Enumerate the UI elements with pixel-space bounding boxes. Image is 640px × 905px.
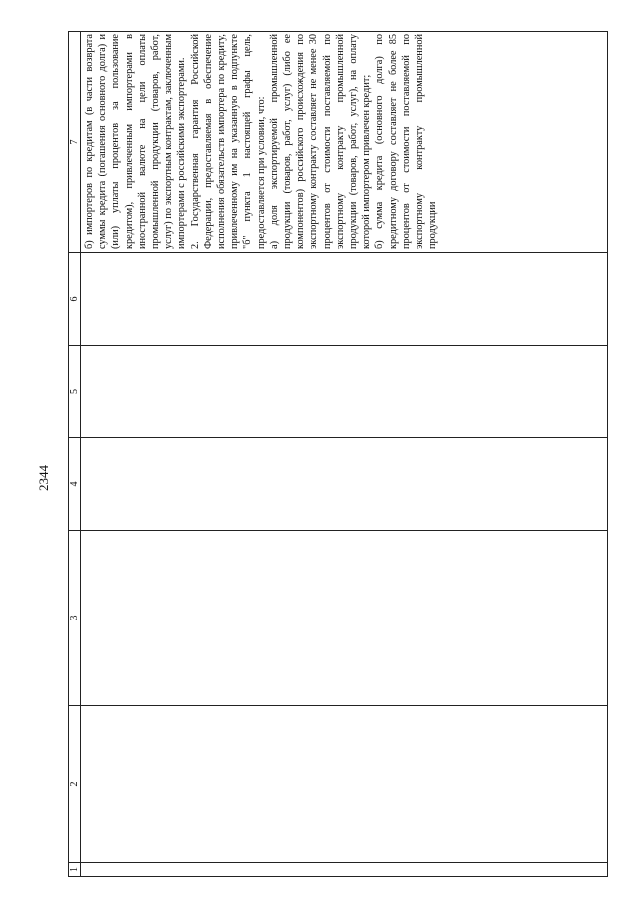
cell-col5 xyxy=(81,346,608,438)
page-number: 2344 xyxy=(36,465,51,491)
rotated-table-wrapper xyxy=(68,32,608,877)
column-header-1: 1 xyxy=(69,863,81,877)
cell-col2 xyxy=(81,706,608,863)
cell-col7 xyxy=(81,32,608,253)
column-header-2: 2 xyxy=(69,706,81,863)
cell-col6 xyxy=(81,253,608,346)
paragraph-condition-a: а) доля экспортируемой промышленной продукции (товаров, работ, услуг) (либо ее компонентов) российского происхождения по экспортному контракту составляет не менее 30 процентов от стоимости поставляемой по экспортному контракту промышленной продукции (товаров, работ, услуг), на оплату которой импортером привлечен кредит; xyxy=(268,34,373,249)
paragraph-importer-credits: б) импортеров по кредитам (в части возврата суммы кредита (погашения основного долга) и (или) уплаты процентов за пользование кредитом), привлеченным импортерами в иностранной валюте на цели оплаты промышленной продукции (товаров, работ, услуг) по экспортным контрактам, заключенным импортерами с российскими экспортерами. xyxy=(84,34,188,249)
document-table xyxy=(68,31,608,877)
table-row xyxy=(81,32,608,877)
column-header-4: 4 xyxy=(69,438,81,531)
cell-col3 xyxy=(81,531,608,706)
column-header-6: 6 xyxy=(69,253,81,346)
column-header-3: 3 xyxy=(69,531,81,706)
column7-text xyxy=(83,34,439,249)
paragraph-guarantee-conditions: 2. Государственная гарантия Российской Федерации, предоставляемая в обеспечение исполнения обязательств импортера по кредиту, привлеченному им на указанную в подпункте "б" пункта 1 настоящей графы цель, предоставляется при условии, что: xyxy=(189,34,267,249)
column-header-7: 7 xyxy=(69,32,81,253)
paragraph-condition-b: б) сумма кредита (основного долга) по кредитному договору составляет не более 85 процентов от стоимости поставляемой по экспортному контракту промышленной продукции xyxy=(374,34,439,249)
cell-col4 xyxy=(81,438,608,531)
header-row xyxy=(69,32,81,877)
cell-col1 xyxy=(81,863,608,877)
column-header-5: 5 xyxy=(69,346,81,438)
